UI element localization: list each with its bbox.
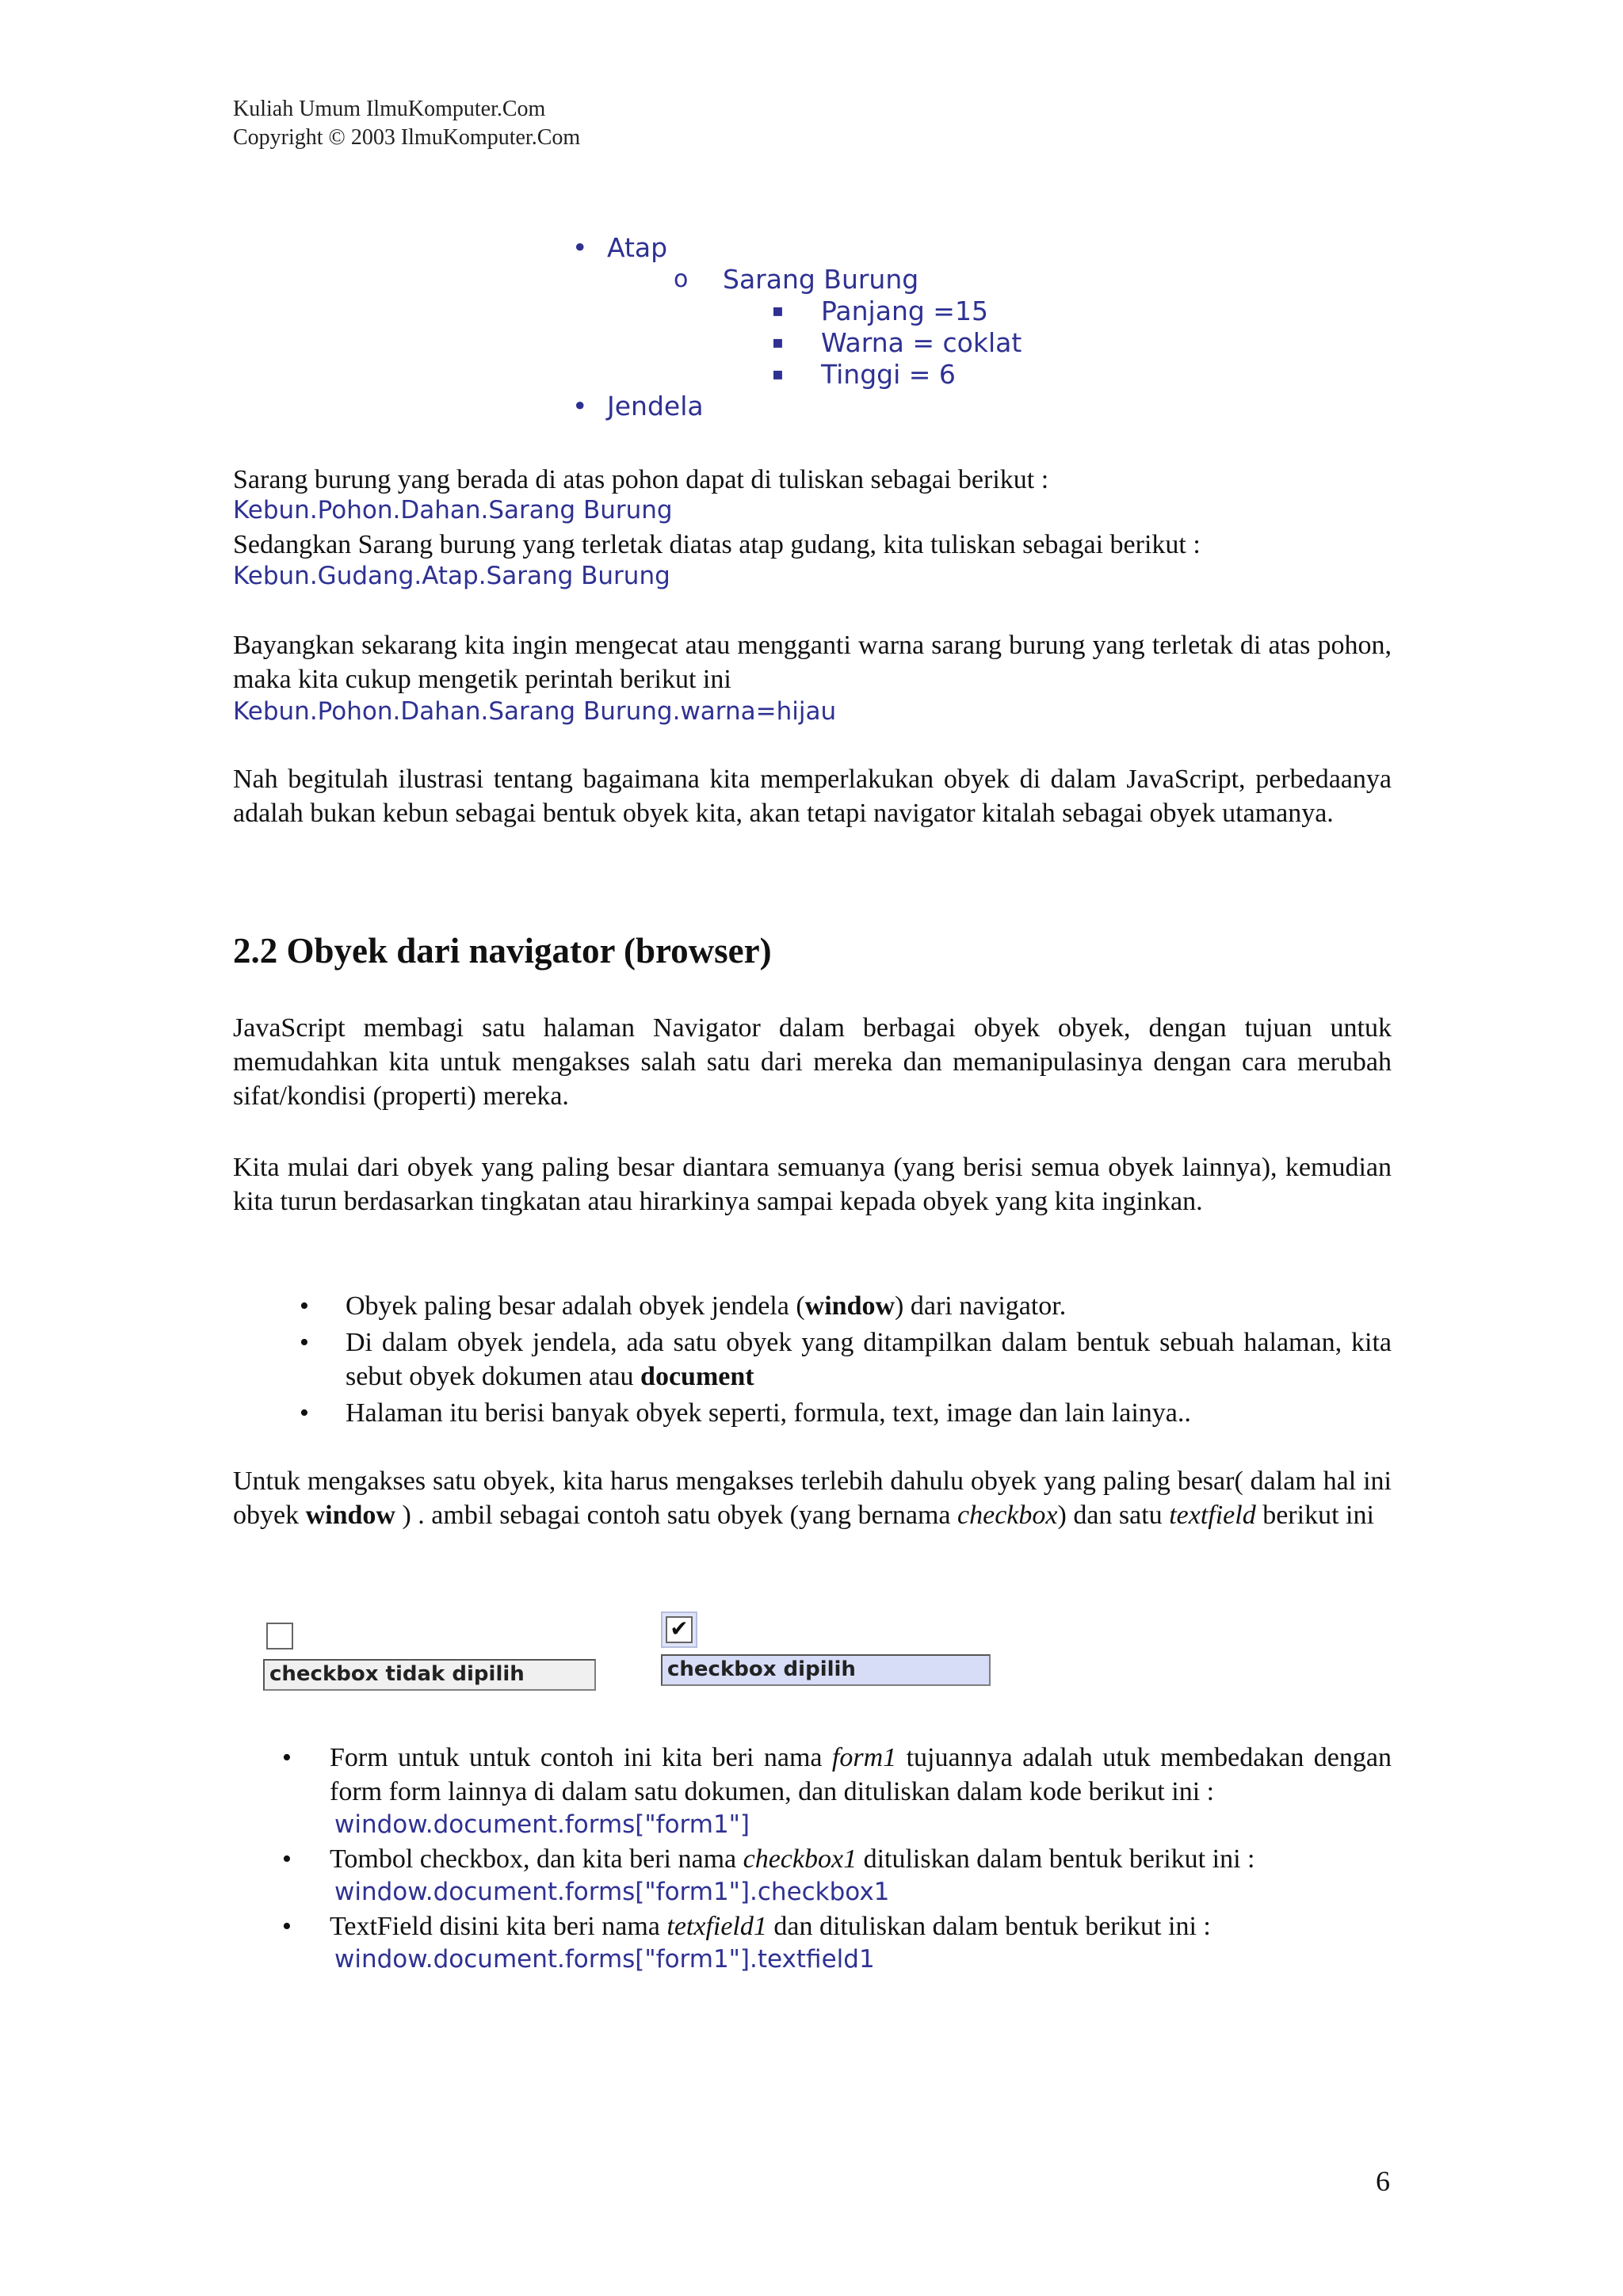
paragraph: Sedangkan Sarang burung yang terletak diatas atap gudang, kita tuliskan sebagai berikut : (233, 530, 1201, 559)
list-item: • Di dalam obyek jendela, ada satu obyek yang ditampilkan dalam bentuk sebuah halaman, kita sebut obyek dokumen atau document (300, 1325, 1392, 1394)
bullet-icon: • (282, 1844, 292, 1874)
paragraph: Untuk mengakses satu obyek, kita harus mengakses terlebih dahulu obyek yang paling besar( dalam hal ini obyek window ) . ambil sebagai contoh satu obyek (yang bernama checkbox) dan satu textfield berikut ini (233, 1466, 1392, 1530)
list-item: • Tombol checkbox, dan kita beri nama checkbox1 dituliskan dalam bentuk berikut ini : window.document.forms["form1"].checkbox1 (282, 1842, 1392, 1908)
header-line-2: Copyright © 2003 IlmuKomputer.Com (233, 125, 581, 150)
paragraph: Kita mulai dari obyek yang paling besar diantara semuanya (yang berisi semua obyek lainnya), kemudian kita turun berdasarkan tingkatan atau hirarkinya sampai kepada obyek yang kita inginkan. (233, 1153, 1392, 1216)
tree-item-warna: Warna = coklat (821, 327, 1022, 358)
square-bullet-icon: ▪ (772, 301, 784, 321)
paragraph: JavaScript membagi satu halaman Navigator dalam berbagai obyek obyek, dengan tujuan untuk memudahkan kita untuk mengakses salah satu dari mereka dan memanipulasinya dengan cara merubah sifat/kondisi (properti) mereka. (233, 1013, 1392, 1111)
code-line: Kebun.Pohon.Dahan.Sarang Burung (233, 496, 673, 524)
tree-item-tinggi: Tinggi = 6 (821, 359, 956, 390)
header-line-1: Kuliah Umum IlmuKomputer.Com (233, 97, 546, 121)
paragraph: Sarang burung yang berada di atas pohon dapat di tuliskan sebagai berikut : (233, 465, 1049, 494)
tree-item-jendela: Jendela (607, 391, 704, 421)
section-heading: 2.2 Obyek dari navigator (browser) (233, 931, 772, 971)
textfield-checked[interactable]: checkbox dipilih (661, 1654, 991, 1686)
list-item: • Halaman itu berisi banyak obyek seperti, formula, text, image dan lain lainya.. (300, 1396, 1392, 1430)
paragraph: Nah begitulah ilustrasi tentang bagaimana kita memperlakukan obyek di dalam JavaScript, perbedaanya adalah bukan kebun sebagai bentuk obyek kita, akan tetapi navigator kitalah sebagai obyek utamanya. (233, 765, 1392, 828)
bullet-icon: • (300, 1398, 309, 1428)
square-bullet-icon: ▪ (772, 333, 784, 353)
checkbox-unchecked[interactable] (266, 1623, 293, 1650)
bullet-icon: • (572, 391, 588, 421)
paragraph: Bayangkan sekarang kita ingin mengecat atau mengganti warna sarang burung yang terletak di atas pohon, maka kita cukup mengetik perintah berikut ini (233, 631, 1392, 694)
object-tree (572, 232, 1206, 438)
tree-item-atap: Atap (607, 232, 668, 263)
bullet-icon: • (300, 1328, 309, 1357)
code-line: window.document.forms["form1"] (334, 1810, 750, 1839)
bullet-icon: • (282, 1912, 292, 1941)
checkbox-checked[interactable] (666, 1616, 693, 1643)
bullet-list (300, 1289, 1392, 1430)
code-line: Kebun.Pohon.Dahan.Sarang Burung.warna=hijau (233, 697, 837, 726)
code-line: Kebun.Gudang.Atap.Sarang Burung (233, 562, 670, 590)
page-header (233, 95, 580, 152)
list-item: • Obyek paling besar adalah obyek jendela (window) dari navigator. (300, 1289, 1392, 1323)
code-line: window.document.forms["form1"].textfield1 (334, 1945, 875, 1974)
tree-item-sarang: Sarang Burung (723, 264, 919, 295)
tree-item-panjang: Panjang =15 (821, 296, 988, 326)
textfield-unchecked[interactable]: checkbox tidak dipilih (263, 1659, 596, 1691)
bullet-icon: • (572, 232, 588, 263)
list-item: • TextField disini kita beri nama tetxfield1 dan dituliskan dalam bentuk berikut ini : window.document.forms["form1"].textfield1 (282, 1909, 1392, 1975)
checkbox-demo-unchecked (258, 1613, 599, 1708)
bullet-icon: • (300, 1291, 309, 1321)
checkbox-demo-checked (658, 1607, 991, 1702)
list-item: • Form untuk untuk contoh ini kita beri nama form1 tujuannya adalah utuk membedakan dengan form form lainnya di dalam satu dokumen, dan dituliskan dalam kode berikut ini : window.document.forms["form1"] (282, 1741, 1392, 1840)
bullet-icon: • (282, 1743, 292, 1772)
checkmark-icon: ✔ (670, 1615, 689, 1642)
page-number: 6 (1376, 2165, 1390, 2197)
square-bullet-icon: ▪ (772, 364, 784, 384)
code-line: window.document.forms["form1"].checkbox1 (334, 1878, 890, 1906)
circle-bullet-icon: o (674, 265, 689, 293)
bullet-list (282, 1741, 1392, 1975)
